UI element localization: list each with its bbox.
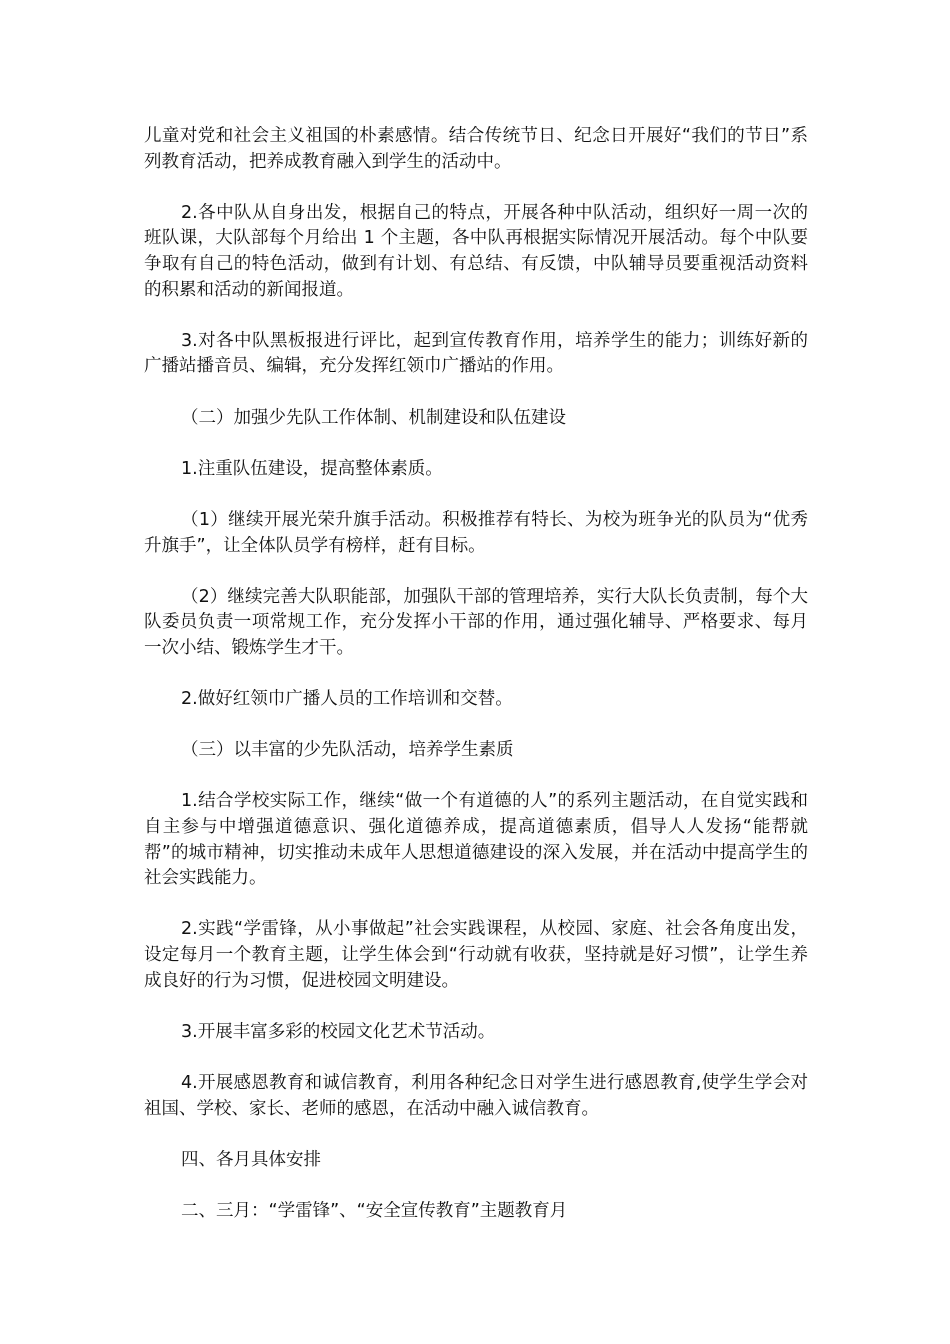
section-heading-3: （三）以丰富的少先队活动，培养学生素质 bbox=[181, 740, 514, 761]
paragraph-11: 2.实践“学雷锋，从小事做起”社会实践课程，从校园、家庭、社会各角度出发，设定每月一个教育主题，让学生体会到“行动就有收获，坚持就是好习惯”，让学生养成良好的行为习惯，促进校园文明建设。 bbox=[144, 919, 808, 991]
paragraph-5: 1.注重队伍建设，提高整体素质。 bbox=[181, 458, 443, 479]
paragraph-15: 二、三月：“学雷锋”、“安全宣传教育”主题教育月 bbox=[181, 1200, 568, 1221]
document-body bbox=[144, 124, 808, 1250]
paragraph-2: 2.各中队从自身出发，根据自己的特点，开展各种中队活动，组织好一周一次的班队课，大队部每个月给出 1 个主题，各中队再根据实际情况开展活动。每个中队要争取有自己的特色活动，做到有计划、有总结、有反馈，中队辅导员要重视活动资料的积累和活动的新闻报道。 bbox=[144, 202, 808, 300]
section-heading-4: 四、各月具体安排 bbox=[181, 1149, 321, 1170]
paragraph-8: 2.做好红领巾广播人员的工作培训和交替。 bbox=[181, 689, 513, 710]
paragraph-13: 4.开展感恩教育和诚信教育，利用各种纪念日对学生进行感恩教育,使学生学会对祖国、学校、家长、老师的感恩，在活动中融入诚信教育。 bbox=[144, 1072, 808, 1119]
paragraph-3: 3.对各中队黑板报进行评比，起到宣传教育作用，培养学生的能力；训练好新的广播站播音员、编辑，充分发挥红领巾广播站的作用。 bbox=[144, 330, 808, 377]
paragraph-12: 3.开展丰富多彩的校园文化艺术节活动。 bbox=[181, 1021, 496, 1042]
paragraph-10: 1.结合学校实际工作，继续“做一个有道德的人”的系列主题活动，在自觉实践和自主参与中增强道德意识、强化道德养成，提高道德素质，倡导人人发扬“能帮就帮”的城市精神，切实推动未成年人思想道德建设的深入发展，并在活动中提高学生的社会实践能力。 bbox=[144, 791, 808, 889]
paragraph-7: （2）继续完善大队职能部，加强队干部的管理培养，实行大队长负责制，每个大队委员负责一项常规工作，充分发挥小干部的作用，通过强化辅导、严格要求、每月一次小结、锻炼学生才干。 bbox=[144, 586, 808, 658]
section-heading-2: （二）加强少先队工作体制、机制建设和队伍建设 bbox=[181, 407, 566, 428]
paragraph-6: （1）继续开展光荣升旗手活动。积极推荐有特长、为校为班争光的队员为“优秀升旗手”，让全体队员学有榜样，赶有目标。 bbox=[144, 509, 808, 556]
paragraph-1: 儿童对党和社会主义祖国的朴素感情。结合传统节日、纪念日开展好“我们的节日”系列教育活动，把养成教育融入到学生的活动中。 bbox=[144, 126, 808, 172]
